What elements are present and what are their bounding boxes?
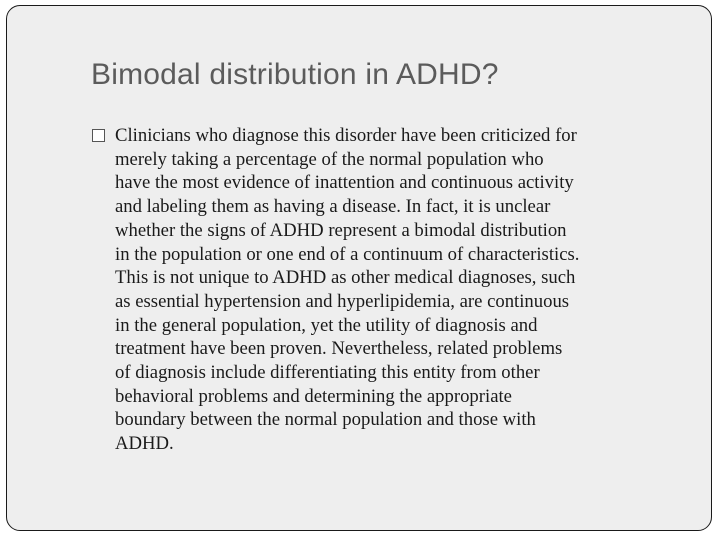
- bullet-line: merely taking a percentage of the normal population who: [115, 148, 544, 170]
- bullet-line: This is not unique to ADHD as other medical diagnoses, such: [115, 267, 576, 289]
- slide-title: Bimodal distribution in ADHD?: [91, 58, 499, 91]
- bullet-line: in the general population, yet the utility of diagnosis and: [115, 314, 538, 336]
- bullet-line: in the population or one end of a continuum of characteristics.: [115, 243, 580, 265]
- bullet-line: and labeling them as having a disease. In fact, it is unclear: [115, 196, 551, 218]
- bullet-line: Clinicians who diagnose this disorder have been criticized for: [115, 125, 577, 146]
- bullet-line: have the most evidence of inattention and continuous activity: [115, 172, 574, 194]
- bullet-line: whether the signs of ADHD represent a bimodal distribution: [115, 219, 567, 241]
- bullet-line: as essential hypertension and hyperlipidemia, are continuous: [115, 290, 570, 312]
- bullet-text: [115, 124, 695, 456]
- checkbox-icon: [92, 129, 105, 142]
- bullet-line: behavioral problems and determining the appropriate: [115, 385, 512, 407]
- bullet-line: treatment have been proven. Nevertheless, related problems: [115, 338, 563, 360]
- bullet-line: ADHD.: [115, 433, 174, 455]
- bullet-line: of diagnosis include differentiating this entity from other: [115, 362, 540, 384]
- bullet-line: boundary between the normal population and those with: [115, 409, 536, 431]
